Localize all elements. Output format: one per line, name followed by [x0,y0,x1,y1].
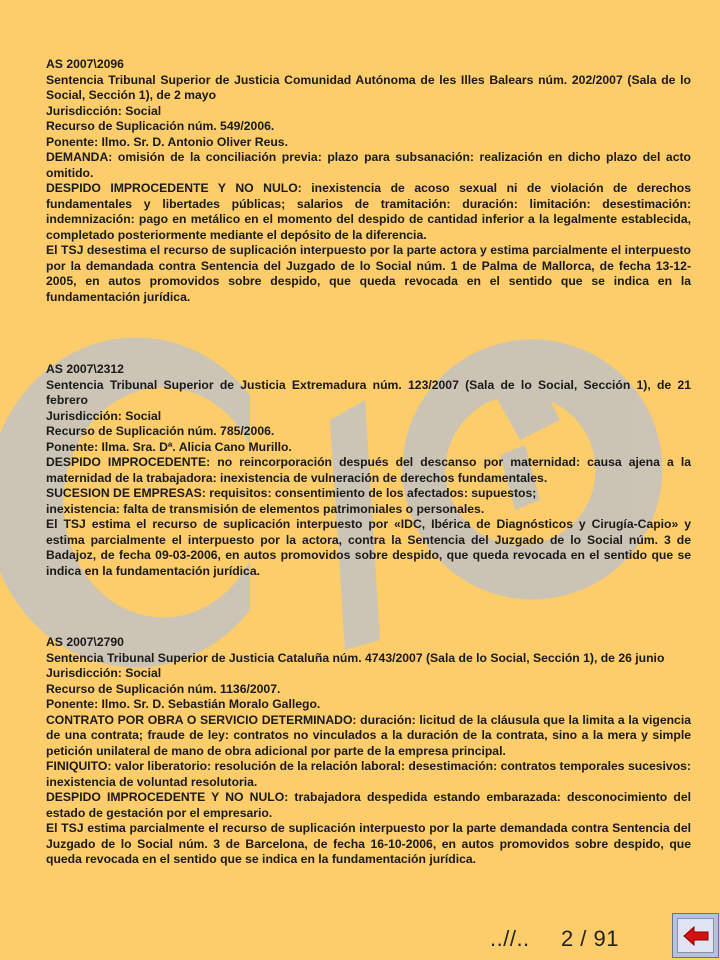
case-topic: FINIQUITO: valor liberatorio: resolución de la relación laboral: desestimación: contratos temporales sucesivos: inexistencia de voluntad resolutoria. [46,759,691,789]
nav-ellipsis-link[interactable]: ..//.. [490,926,530,951]
case-topic: SUCESION DE EMPRESAS: requisitos: consentimiento de los afectados: supuestos; [46,486,537,500]
case-summary: El TSJ estima el recurso de suplicación interpuesto por «IDC, Ibérica de Diagnósticos y Cirugía-Capio» y estima parcialmente el interpuesto por la actora, contra la Sentencia del Juzgado de lo Social núm. 3 de Badajoz, de fecha 09-03-2006, en autos promovidos sobre despido, que queda revocada en el sentido que se indica en la fundamentación jurídica. [46,517,691,578]
case-topic: inexistencia: falta de transmisión de elementos patrimoniales o personales. [46,501,485,516]
case-topic: DESPIDO IMPROCEDENTE Y NO NULO: trabajadora despedida estando embarazada: desconocimiento del estado de gestación por el empresario. [46,790,691,820]
case-summary: El TSJ desestima el recurso de suplicación interpuesto por la parte actora y estima parcialmente el interpuesto por la demandada contra Sentencia del Juzgado de lo Social núm. 1 de Palma de Mallorca, de fecha 13-12-2005, en autos promovidos sobre despido, que queda revocada en el sentido que se indica en la fundamentación jurídica. [46,243,691,304]
case-entry [46,57,691,305]
case-reference: AS 2007\2790 [46,635,124,649]
case-speaker: Ponente: Ilmo. Sr. D. Antonio Oliver Reus. [46,134,288,149]
case-title: Sentencia Tribunal Superior de Justicia Comunidad Autónoma de les Illes Balears núm. 202/2007 (Sala de lo Social, Sección 1), de 2 mayo [46,72,691,102]
case-jurisdiction: Jurisdicción: Social [46,666,162,680]
case-speaker: Ponente: Ilmo. Sr. D. Sebastián Moralo Gallego. [46,697,321,711]
case-topic: DEMANDA: omisión de la conciliación previa: plazo para subsanación: realización en dicho plazo del acto omitido. [46,150,691,180]
case-title: Sentencia Tribunal Superior de Justicia Extremadura núm. 123/2007 (Sala de lo Social, Sección 1), de 21 febrero [46,377,691,407]
case-reference: AS 2007\2096 [46,57,124,71]
case-title: Sentencia Tribunal Superior de Justicia Cataluña núm. 4743/2007 (Sala de lo Social, Sección 1), de 26 junio [46,650,665,665]
back-arrow-icon [683,926,709,946]
case-jurisdiction: Jurisdicción: Social [46,408,162,423]
case-appeal: Recurso de Suplicación núm. 549/2006. [46,119,275,133]
case-summary: El TSJ estima parcialmente el recurso de suplicación interpuesto por la parte demandada contra Sentencia del Juzgado de lo Social núm. 3 de Barcelona, de fecha 16-10-2006, en autos promovidos sobre despido, que queda revocada en el sentido que se indica en la fundamentación jurídica. [46,821,691,866]
case-appeal: Recurso de Suplicación núm. 785/2006. [46,424,275,438]
case-topic: CONTRATO POR OBRA O SERVICIO DETERMINADO: duración: licitud de la cláusula que la limita a la vigencia de una contrata; fraude de ley: contratos no vinculados a la duración de la contrata, sino a la mera y simple petición unilateral de mano de obra adicional por parte de la empresa principal. [46,712,691,758]
page-footer [490,926,619,952]
case-speaker: Ponente: Ilma. Sra. Dª. Alicia Cano Murillo. [46,439,292,454]
case-topic: DESPIDO IMPROCEDENTE Y NO NULO: inexistencia de acoso sexual ni de violación de derechos fundamentales y libertades públicas; salarios de tramitación: duración: limitación: desestimación: indemnización: pago en metálico en el momento del despido de cantidad inferior a la legalmente establecida, completado posteriormente mediante el depósito de la diferencia. [46,181,691,242]
case-appeal: Recurso de Suplicación núm. 1136/2007. [46,681,281,696]
back-button[interactable] [672,913,719,958]
page-counter: 2 / 91 [560,926,619,951]
back-button-face [677,918,714,953]
case-topic: DESPIDO IMPROCEDENTE: no reincorporación después del descanso por maternidad: causa ajena a la maternidad de la trabajadora: inexistencia de vulneración de derechos fundamentales. [46,455,691,485]
case-reference: AS 2007\2312 [46,362,124,376]
case-entry [46,635,691,868]
case-jurisdiction: Jurisdicción: Social [46,103,162,118]
case-entry [46,362,691,579]
